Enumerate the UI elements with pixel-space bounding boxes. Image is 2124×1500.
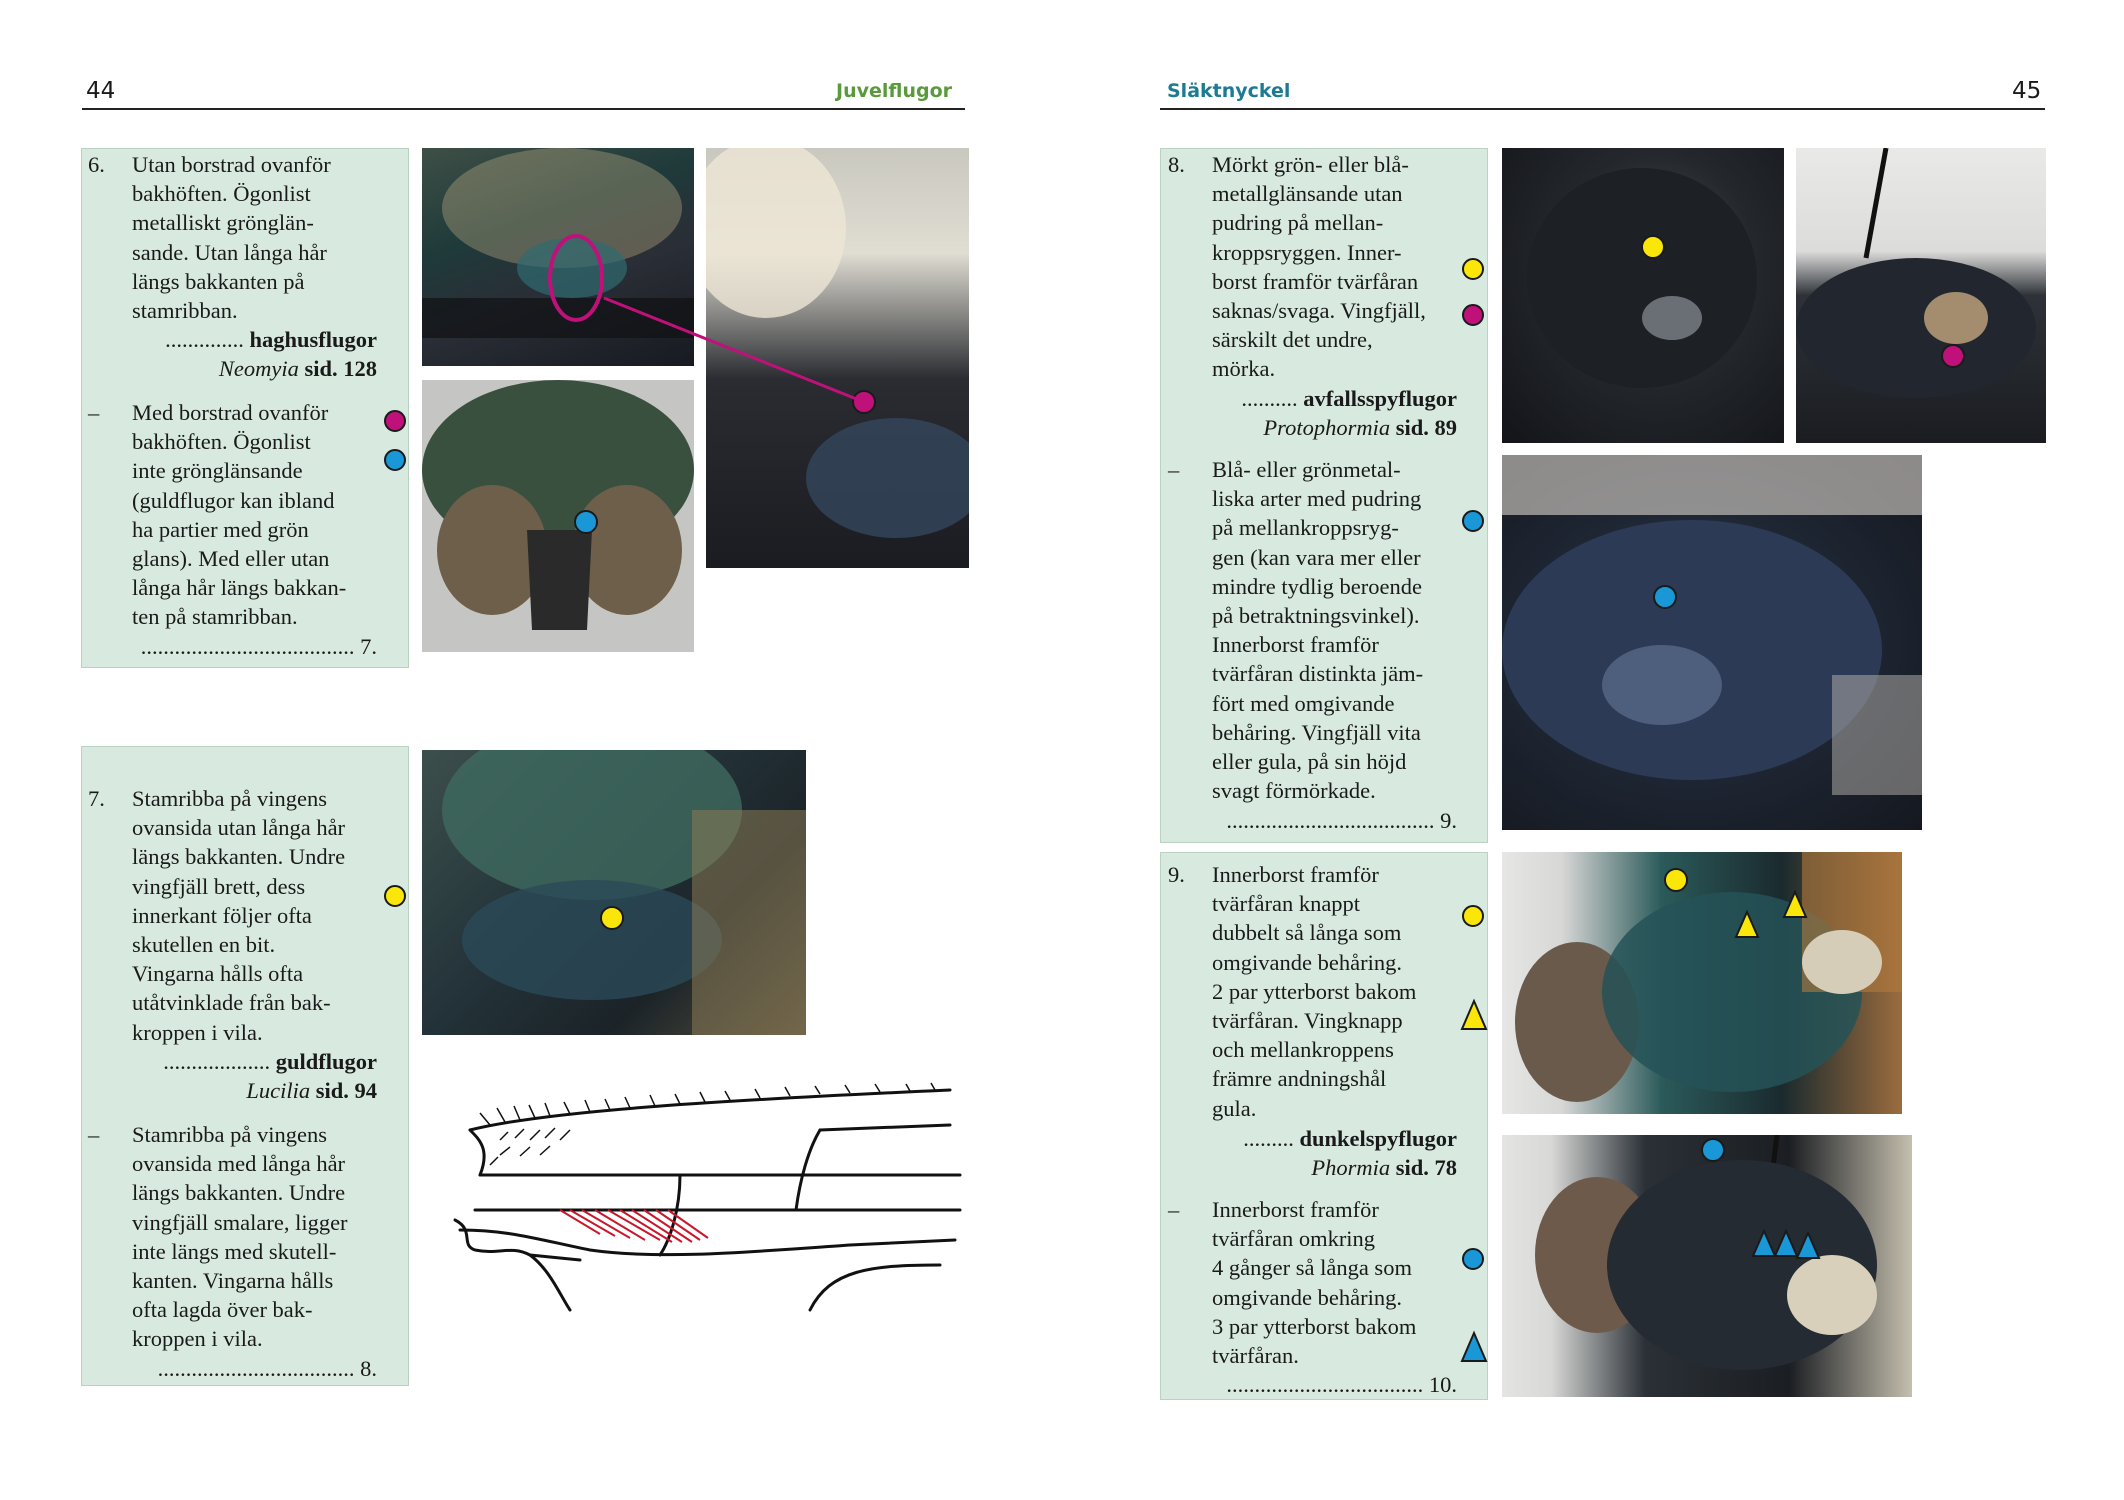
result-page-ref: sid. 94	[315, 1078, 377, 1104]
result-go-to-9: ..................................... 9.	[1226, 808, 1457, 833]
text-line: mindre tydlig beroende	[1212, 573, 1422, 599]
text-line: 4 gånger så långa som	[1212, 1255, 1412, 1281]
result-name: avfallsspyflugor	[1303, 386, 1457, 411]
text-line: på betraktningsvinkel).	[1212, 603, 1420, 629]
text-line: längs bakkanten. Undre	[132, 844, 346, 870]
blue-marker-icon	[1462, 510, 1484, 532]
yellow-marker-icon	[1462, 905, 1484, 927]
text-line: omgivande behåring.	[1212, 1284, 1402, 1310]
yellow-marker-icon	[1462, 258, 1484, 280]
phormia-side-photo	[1502, 852, 1902, 1114]
text-line: på mellankroppsryg-	[1212, 515, 1399, 541]
text-line: utåtvinklade från bak-	[132, 990, 331, 1016]
text-line: Innerborst framför	[1212, 862, 1379, 887]
text-line: 3 par ytterborst bakom	[1212, 1313, 1417, 1339]
protophormia-thorax-photo	[1502, 148, 1784, 443]
protophormia-side-photo	[1796, 148, 2046, 443]
text-line: ten på stamribban.	[132, 604, 298, 630]
result-genus: Phormia	[1311, 1155, 1391, 1181]
wing-diagram	[430, 1080, 970, 1325]
text-line: Utan borstrad ovanför	[132, 152, 331, 177]
text-line: ofta lagda över bak-	[132, 1297, 313, 1323]
blue-triangle-icon	[1460, 1330, 1488, 1364]
result-avfallsspyflugor	[1205, 384, 1457, 442]
text-line: bakhöften. Ögonlist	[132, 181, 311, 207]
scutellum-photo	[422, 750, 806, 1035]
header-rule-right	[1160, 108, 2045, 110]
result-name: dunkelspyflugor	[1299, 1126, 1457, 1151]
result-genus: Lucilia	[246, 1078, 311, 1104]
text-line: pudring på mellan-	[1212, 210, 1384, 236]
text-line: inte grönglänsande	[132, 458, 303, 484]
text-line: Mörkt grön- eller blå-	[1212, 152, 1409, 177]
text-line: ha partier med grön	[132, 516, 309, 542]
page-number-left: 44	[86, 78, 116, 104]
scutellum-detail-illustration	[422, 750, 806, 1035]
running-head-left: Juvelflugor	[836, 80, 953, 102]
text-line: längs bakkanten. Undre	[132, 1180, 346, 1206]
text-line: kanten. Vingarna hålls	[132, 1268, 334, 1294]
text-line: liska arter med pudring	[1212, 486, 1422, 512]
fly-head-photo	[422, 380, 694, 652]
text-line: gula.	[1212, 1095, 1257, 1121]
result-name: haghusflugor	[249, 327, 377, 352]
text-line: kroppsryggen. Inner-	[1212, 239, 1402, 265]
couplet-9-lead-b	[1212, 1195, 1416, 1370]
result-go-to-7: ...................................... 7.	[140, 634, 377, 659]
text-line: dubbelt så långa som	[1212, 920, 1402, 946]
text-line: Vingarna hålls ofta	[132, 961, 304, 987]
text-line: stamribban.	[132, 298, 238, 324]
text-line: saknas/svaga. Vingfjäll,	[1212, 298, 1426, 324]
page-number-right: 45	[2012, 78, 2042, 104]
pointer-line	[590, 280, 880, 420]
text-line: fört med omgivande	[1212, 690, 1395, 716]
text-line: vingfjäll brett, dess	[132, 873, 306, 899]
text-line: gen (kan vara mer eller	[1212, 544, 1421, 570]
text-line: ovansida med långa hår	[132, 1151, 346, 1177]
text-line: innerkant följer ofta	[132, 902, 312, 928]
text-line: skutellen en bit.	[132, 932, 276, 958]
result-page-ref: sid. 128	[304, 356, 377, 382]
text-line: glans). Med eller utan	[132, 546, 330, 572]
couplet-7-lead-b	[132, 1120, 348, 1354]
yellow-marker-icon	[384, 885, 406, 907]
text-line: kroppen i vila.	[132, 1326, 263, 1352]
couplet-8-lead-b	[1212, 455, 1423, 805]
result-haghusflugor	[132, 325, 377, 383]
text-line: eller gula, på sin höjd	[1212, 749, 1407, 775]
result-go-to-8: ................................... 8.	[157, 1356, 377, 1381]
text-line: tvärfåran distinkta jäm-	[1212, 661, 1424, 687]
leader-dots: .........	[1243, 1126, 1294, 1151]
result-go-to-10: ................................... 10.	[1226, 1372, 1457, 1397]
text-line: tvärfåran omkring	[1212, 1226, 1376, 1252]
running-head-right: Släktnyckel	[1167, 80, 1291, 102]
couplet-number: 7.	[88, 786, 105, 811]
result-guldflugor	[132, 1047, 377, 1105]
text-line: Blå- eller grönmetal-	[1212, 457, 1401, 482]
result-name: guldflugor	[275, 1049, 377, 1074]
lead-dash: –	[88, 400, 100, 425]
leader-dots: ..........	[1241, 386, 1298, 411]
text-line: ovansida utan långa hår	[132, 815, 346, 841]
lead-dash: –	[1168, 1197, 1180, 1222]
text-line: långa hår längs bakkan-	[132, 575, 347, 601]
couplet-9-lead-a	[1212, 860, 1416, 1123]
couplet-number: 9.	[1168, 862, 1185, 887]
text-line: svagt förmörkade.	[1212, 778, 1376, 804]
text-line: särskilt det undre,	[1212, 327, 1373, 353]
text-line: kroppen i vila.	[132, 1019, 263, 1045]
magenta-marker-icon	[384, 410, 406, 432]
text-line: Med borstrad ovanför	[132, 400, 329, 425]
blue-marker-icon	[1462, 1248, 1484, 1270]
text-line: omgivande behåring.	[1212, 949, 1402, 975]
leader-dots: ..............	[165, 327, 244, 352]
text-line: 2 par ytterborst bakom	[1212, 978, 1417, 1004]
text-line: Stamribba på vingens	[132, 1122, 327, 1147]
couplet-7-lead-a	[132, 784, 345, 1047]
pollinose-thorax-illustration	[1502, 455, 1922, 830]
text-line: metallglänsande utan	[1212, 181, 1403, 207]
couplet-8-lead-a	[1212, 150, 1426, 384]
text-line: längs bakkanten på	[132, 268, 305, 294]
text-line: och mellankroppens	[1212, 1037, 1394, 1063]
text-line: metalliskt grönglän-	[132, 210, 314, 236]
text-line: bakhöften. Ögonlist	[132, 429, 311, 455]
result-page-ref: sid. 89	[1395, 415, 1457, 441]
yellow-triangle-icon	[1460, 998, 1488, 1032]
blue-lateral-illustration	[1502, 1135, 1912, 1397]
couplet-number: 6.	[88, 152, 105, 177]
text-line: Stamribba på vingens	[132, 786, 327, 811]
blue-species-side-photo	[1502, 1135, 1912, 1397]
lead-dash: –	[1168, 457, 1180, 482]
blue-thorax-photo	[1502, 455, 1922, 830]
text-line: Innerborst framför	[1212, 632, 1379, 658]
text-line: (guldflugor kan ibland	[132, 487, 335, 513]
text-line: vingfjäll smalare, ligger	[132, 1209, 348, 1235]
thorax-dorsal-illustration	[1502, 148, 1784, 443]
result-page-ref: sid. 78	[1395, 1155, 1457, 1181]
text-line: sande. Utan långa hår	[132, 239, 327, 265]
result-genus: Neomyia	[218, 356, 299, 382]
side-view-illustration	[1796, 148, 2046, 443]
text-line: borst framför tvärfåran	[1212, 268, 1419, 294]
stem-vein-hairs	[560, 1210, 708, 1242]
phormia-lateral-illustration	[1502, 852, 1902, 1114]
couplet-number: 8.	[1168, 152, 1185, 177]
text-line: tvärfåran. Vingknapp	[1212, 1008, 1403, 1034]
result-genus: Protophormia	[1263, 415, 1391, 441]
lead-dash: –	[88, 1122, 100, 1147]
couplet-6-lead-a	[132, 150, 331, 325]
couplet-6-lead-b	[132, 398, 346, 632]
magenta-marker-icon	[1462, 304, 1484, 326]
text-line: tvärfåran.	[1212, 1343, 1299, 1369]
text-line: mörka.	[1212, 356, 1276, 382]
header-rule-left	[82, 108, 965, 110]
text-line: Innerborst framför	[1212, 1197, 1379, 1222]
text-line: tvärfåran knappt	[1212, 891, 1361, 917]
result-dunkelspyflugor	[1205, 1124, 1457, 1182]
text-line: inte längs med skutell-	[132, 1238, 337, 1264]
head-detail-illustration	[422, 380, 694, 652]
leader-dots: ...................	[163, 1049, 271, 1074]
text-line: behåring. Vingfjäll vita	[1212, 719, 1421, 745]
blue-marker-icon	[384, 449, 406, 471]
text-line: främre andningshål	[1212, 1066, 1387, 1092]
